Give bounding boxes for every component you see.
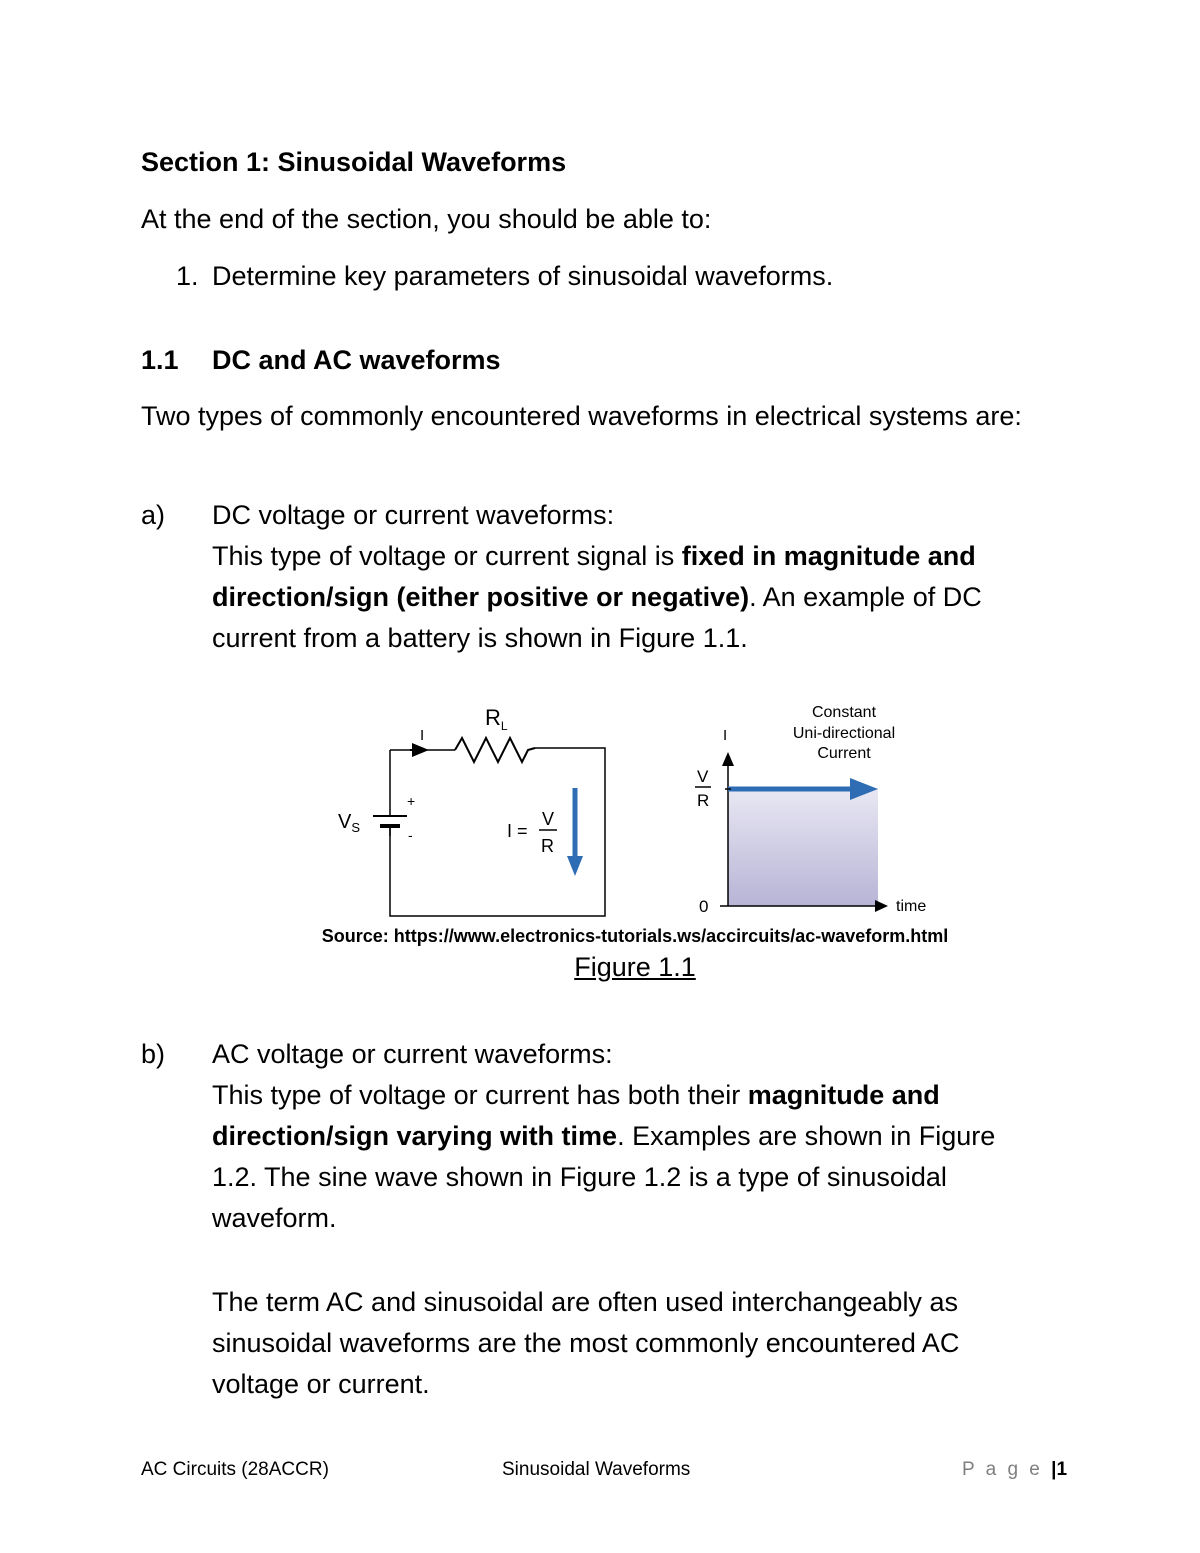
item-a-body-pre: This type of voltage or current signal is bbox=[212, 541, 682, 571]
resistor-symbol bbox=[455, 738, 535, 762]
item-a-label: a) bbox=[141, 500, 166, 530]
ohm-law-denominator: R bbox=[541, 836, 554, 856]
dc-area-fill bbox=[728, 788, 878, 906]
ohm-law-lhs: I = bbox=[507, 821, 528, 841]
item-b-title: AC voltage or current waveforms: bbox=[212, 1039, 613, 1069]
annotation-line-2: Uni-directional bbox=[792, 725, 896, 742]
footer-page-number: 1 bbox=[1056, 1459, 1068, 1480]
plus-sign: + bbox=[407, 793, 416, 809]
subsection-number: 1.1 bbox=[141, 345, 179, 375]
footer-course: AC Circuits (28ACCR) bbox=[141, 1459, 329, 1480]
footer-title: Sinusoidal Waveforms bbox=[502, 1459, 691, 1480]
item-a-body-bold: fixed in magnitude and direction/sign (either positive or negative) bbox=[212, 541, 976, 612]
dc-current-graph bbox=[720, 752, 888, 912]
item-b-label: b) bbox=[141, 1039, 166, 1069]
item-b-body-post: . Examples are shown in Figure 1.2. The sine wave shown in Figure 1.2 is a type of sinusoidal waveform. bbox=[212, 1121, 996, 1233]
resistor-label: $R_L$ bbox=[485, 705, 508, 733]
item-b-body bbox=[212, 1075, 1042, 1239]
current-direction-head bbox=[567, 856, 583, 876]
current-label: I bbox=[420, 727, 425, 744]
figure-1-1 bbox=[330, 696, 950, 936]
section-intro: At the end of the section, you should be able to: bbox=[141, 204, 712, 234]
annotation-line-3: Current bbox=[817, 745, 871, 762]
x-axis-arrow bbox=[875, 900, 888, 912]
item-b-body-2: The term AC and sinusoidal are often used interchangeably as sinusoidal waveforms are the most commonly encountered AC voltage or current. bbox=[212, 1287, 960, 1399]
figure-1-1-diagram bbox=[330, 696, 950, 936]
ohm-law-numerator: V bbox=[542, 809, 555, 829]
footer-page-word: P a g e bbox=[962, 1459, 1043, 1480]
section-title: Section 1: Sinusoidal Waveforms bbox=[141, 147, 567, 177]
origin-label: 0 bbox=[699, 897, 709, 916]
figure-caption: Figure 1.1 bbox=[574, 952, 696, 982]
y-axis-arrow bbox=[722, 752, 734, 766]
subsection-intro: Two types of commonly encountered waveforms in electrical systems are: bbox=[141, 401, 1022, 431]
item-b-body-bold: magnitude and direction/sign varying with time bbox=[212, 1080, 940, 1151]
item-b-body-pre: This type of voltage or current has both their bbox=[212, 1080, 748, 1110]
item-a-body-post: . An example of DC current from a battery is shown in Figure 1.1. bbox=[212, 582, 982, 653]
footer-separator: | bbox=[1051, 1459, 1057, 1480]
y-level-numerator: V bbox=[697, 767, 709, 786]
annotation-line-1: Constant bbox=[811, 704, 877, 721]
source-label: $V_S$ bbox=[338, 811, 361, 835]
item-a-title: DC voltage or current waveforms: bbox=[212, 500, 615, 530]
minus-sign: - bbox=[408, 827, 413, 843]
y-axis-label: I bbox=[723, 727, 728, 744]
objective-number: 1. bbox=[176, 261, 199, 291]
item-a-body bbox=[212, 536, 1042, 659]
figure-source: Source: https://www.electronics-tutorials.ws/accircuits/ac-waveform.html bbox=[321, 926, 949, 946]
footer-page bbox=[962, 1458, 1067, 1482]
objective-text: Determine key parameters of sinusoidal waveforms. bbox=[212, 261, 834, 291]
subsection-title: DC and AC waveforms bbox=[212, 345, 501, 375]
x-axis-label: time bbox=[896, 898, 927, 915]
y-level-denominator: R bbox=[697, 791, 710, 810]
